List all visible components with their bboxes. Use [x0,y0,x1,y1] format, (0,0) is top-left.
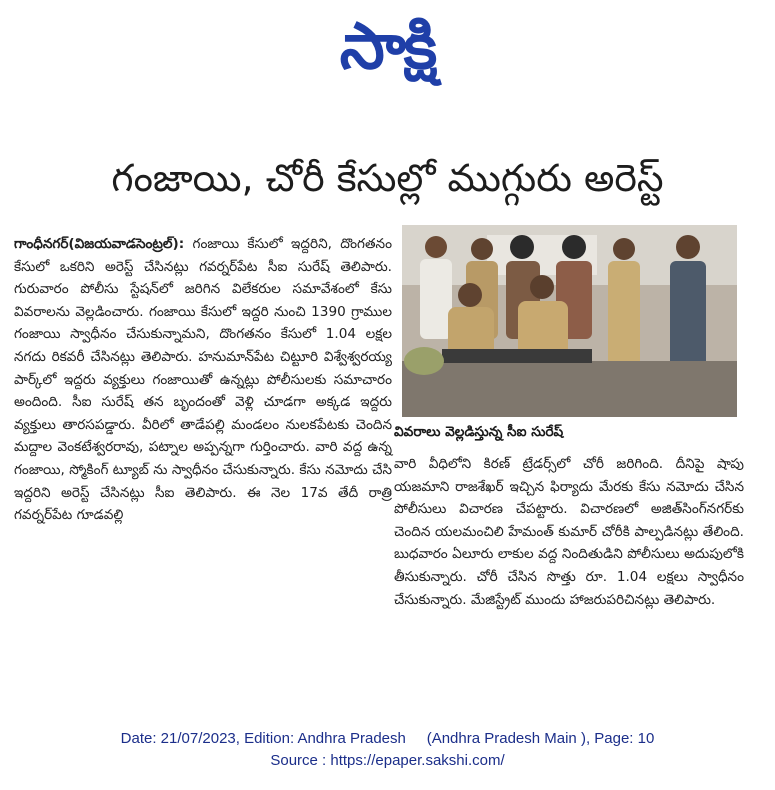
source-footer [0,728,775,772]
dateline: గాంధీనగర్(విజయవాడసెంట్రల్): [14,236,185,252]
edition-info: Date: 21/07/2023, Edition: Andhra Pradesh (Andhra Pradesh Main ), Page: 10 [120,730,655,747]
masthead [0,4,775,90]
article-column-left [14,233,392,527]
news-photo [402,225,737,417]
article-body-left: గంజాయి కేసులో ఇద్దరిని, దొంగతనం కేసులో ఒకరిని అరెస్ట్ చేసినట్లు గవర్నర్‌పేట సీఐ సురేష్ తెలిపారు. గురువారం పోలీసు స్టేషన్‌లో జరిగిన విలేకరుల సమావేశంలో కేసు వివరాలను వెల్లడించారు. గంజాయి కేసులో ఇద్దరి నుంచి 1390 గ్రాముల గంజాయి స్వాధీనం చేసుకున్నామని, దొంగతనం కేసులో 1.04 లక్షల నగదు రికవరీ చేసినట్లు తెలిపారు. హనుమాన్‌పేట చిట్టూరి విశ్వేశ్వరయ్య పార్క్‌లో ఇద్దరు వ్యక్తులు గంజాయితో ఉన్నట్లు పోలీసులకు సమాచారం అందింది. సీఐ సురేష్ తన బృందంతో వెళ్లి చూడగా అక్కడ ఇద్దరు వ్యక్తులు తారసపడ్డారు. వీరిలో తాడేపల్లి మండలం నులకపేటకు చెందిన మద్దాల వెంకటేశ్వరరావు, పట్నాల అప్పన్నగా గుర్తించారు. వారి వద్ద ఉన్న గంజాయి, స్మోకింగ్ ట్యూబ్ ను స్వాధీనం చేసుకున్నారు. కేసు నమోదు చేసి ఇద్దరిని అరెస్ట్ చేసినట్లు సీఐ తెలిపారు. ఈ నెల 17వ తేదీ రాత్రి గవర్నర్‌పేట గూడవల్లి [14,236,392,524]
article-headline: గంజాయి, చోరీ కేసుల్లో ముగ్గురు అరెస్ట్ [111,156,664,200]
newspaper-logo: సాక్షి [339,10,436,84]
press-conference-photo [402,225,737,417]
article-body-right: వారి వీధిలోని కిరణ్ ట్రేడర్స్‌లో చోరీ జరిగింది. దీనిపై షాపు యజమాని రాజశేఖర్ ఇచ్చిన ఫిర్యాదు మేరకు కేసు నమోదు చేసిన పోలీసులు విచారణ చేపట్టారు. విచారణలో అజిత్‌సింగ్‌నగర్‌కు చెందిన యలమంచిలి హేమంత్ కుమార్ చోరీకి పాల్పడినట్లు తేలింది. బుధవారం ఏలూరు లాకుల వద్ద నిందితుడిని పోలీసులు అదుపులోకి తీసుకున్నారు. చోరీ చేసిన సొత్తు రూ. 1.04 లక్షలు స్వాధీనం చేసుకున్నారు. మేజిస్ట్రేట్ ముందు హాజరుపరిచినట్లు తెలిపారు. [394,456,744,608]
article-column-right [394,453,744,611]
source-link[interactable]: Source : https://epaper.sakshi.com/ [270,752,505,769]
photo-caption: వివరాలు వెల్లడిస్తున్న సీఐ సురేష్ [394,424,564,440]
